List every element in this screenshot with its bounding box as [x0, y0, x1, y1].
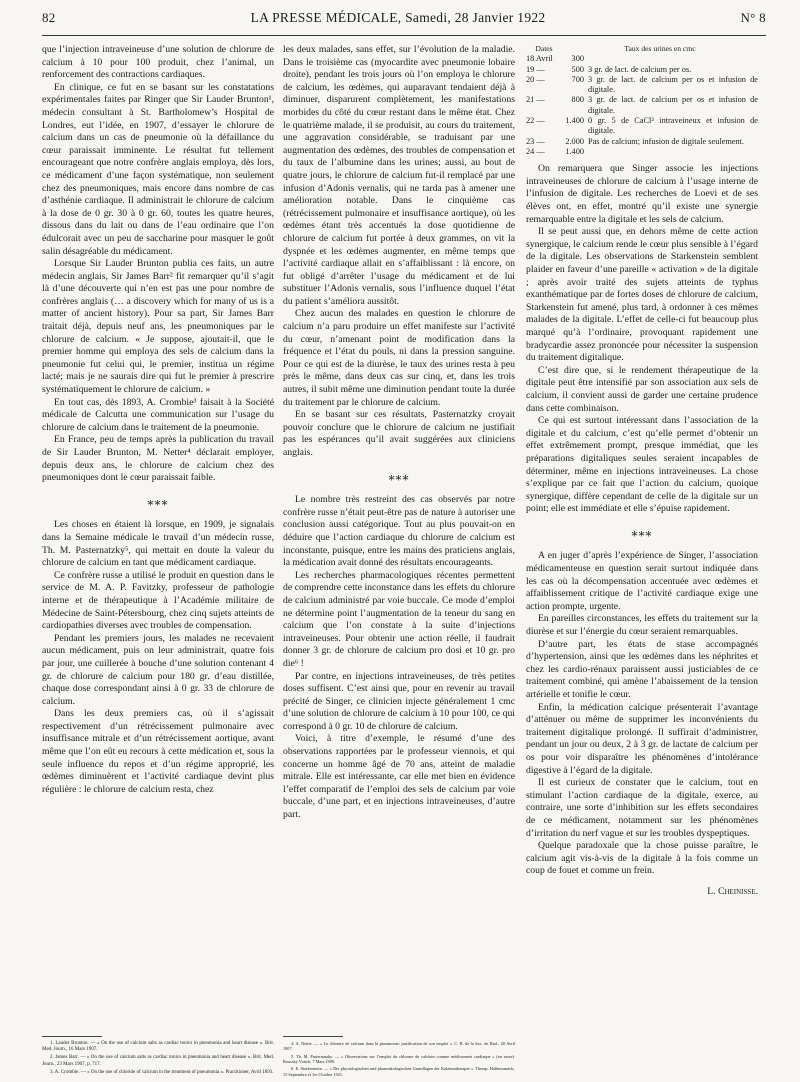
column-left [42, 44, 274, 796]
page-header [42, 10, 766, 32]
section-separator: ⁎⁎⁎ [631, 524, 653, 539]
footnote-rule [283, 1036, 343, 1037]
page-number: 82 [42, 10, 56, 25]
paragraph: Il se peut aussi que, en dehors même de cette action synergique, le calcium rende le cœur plus sensible à l’égard de la digitale. Les observations de Starkenstein semblent plaider en faveur d’une pareille « activation » de la digitale ; après avoir traité des sujets atteints de typhus exanthématique par de fortes doses de chlorure de calcium, Starkenstein fut amené, plus tard, à ordonner à ces mêmes malades de la digitale. L’effet de celle-ci fut beaucoup plus marqué qu’à l’ordinaire, provoquant rapidement une bradycardie assez prononcée pour nécessiter la suspension du traitement digitalique. [526, 226, 758, 364]
paragraph: Voici, à titre d’exemple, le résumé d’une des observations rapportées par le professeur viennois, et qui concerne un homme âgé de 70 ans, atteint de maladie mitrale. Elle est intéressante, car elle met bien en évidence l’effet comparatif de l’emploi des sels de calcium par voie buccale, d’une part, et en injections intraveineuses, d’autre part. [283, 733, 515, 821]
table-row: 24 — 1.400 [526, 146, 584, 156]
paragraph: Enfin, la médication calcique présenterait l’avantage d’atténuer ou même de supprimer les inconvénients du traitement digitalique prolongé. Il suffirait d’administrer, pendant un jour ou deux, 2 à 3 gr. de lactate de calcium per os pour voir disparaître les phénomènes d’intolérance digestive à l’égard de la digitale. [526, 701, 758, 776]
section-separator: ⁎⁎⁎ [388, 468, 410, 483]
issue-number: N° 8 [740, 10, 766, 25]
paragraph: Pendant les premiers jours, les malades ne recevaient aucun médicament, puis on leur administrait, quatre fois par jour, une cuillerée à bouche d’une solution contenant 4 gr. de chlorure de calcium pour 180 gr. d’eau distillée, chaque dose correspondant ainsi à 0 gr. 33 de chlorure de calcium. [42, 632, 274, 707]
table-row: 22 — 1.400 0 gr. 5 de CaCl² intraveineux et infusion de digitale. [526, 116, 758, 136]
footnote: 6. E. Starkenstein. — « Die physiologischen und pharmakologischen Grundlagen der Kalziumtherapie ». Therap. Halbmonatsh., 15 Septembre et 1er Octobre 1921. [283, 1066, 515, 1077]
table-header-urines: Taux des urines en cmc [624, 44, 696, 53]
paragraph: On remarquera que Singer associe les injections intraveineuses de chlorure de calcium à l’usage interne de l’infusion de digitale. Les recherches de Loevi et de ses élèves ont, en effet, montré qu’il existe une synergie remarquable entre la digitale et les sels de calcium. [526, 163, 758, 225]
table-row: 20 — 700 3 gr. de lact. de calcium per os et infusion de digitale. [526, 74, 758, 95]
journal-title: LA PRESSE MÉDICALE, Samedi, 28 Janvier 1922 [250, 10, 546, 25]
paragraph: que l’injection intraveineuse d’une solution de chlorure de calcium à 10 pour 100 produit, chez l’animal, un renforcement des contractions cardiaques. [42, 44, 274, 81]
paragraph: les deux malades, sans effet, sur l’évolution de la maladie. Dans le troisième cas (myocardite avec pneumonie lobaire droite), pendant les trois jours où l’on employa le chlorure de calcium, les œdèmes, qui auparavant tendaient déjà à diminuer, disparurent complètement, les manifestations morbides du côté du cœur restant dans le même état. Chez le quatrième malade, il se produisit, au cours du traitement, une aggravation considérable, se traduisant par une augmentation des œdèmes, des troubles de compensation et du taux de l’albumine dans les urines; aussi, au bout de quatre jours, le chlorure de calcium fut-il remplacé par une infusion d’Adonis vernalis, qui ne tarda pas à amener une amélioration notable. Dans le cinquième cas (rétrécissement pulmonaire et insuffisance aortique), où les œdèmes étant très accentués la dose quotidienne de chlorure de calcium fut portée à deux grammes, on vit la dyspnée et les œdèmes augmenter, en même temps que l’activité cardiaque allait en s’affaiblissant : là encore, on fut obligé d’arrêter l’usage du médicament et de lui substituer l’Adonis vernalis, sous l’influence duquel l’état du patient s’améliora aussitôt. [283, 44, 515, 307]
paragraph: Par contre, en injections intraveineuses, de très petites doses suffisent. C’est ainsi que, pour en revenir au travail précité de Singer, ce clinicien injecte généralement 1 cmc d’une solution de chlorure de calcium à 10 pour 100, ce qui correspond à 0 gr. 10 de chlorure de calcium. [283, 670, 515, 732]
paragraph: Il est curieux de constater que le calcium, tout en stimulant l’action cardiaque de la digitale, exerce, au contraire, une sorte d’inhibition sur les effets secondaires de ce médicament, notamment sur les phénomènes d’irritation du nerf vague et sur les troubles dyspeptiques. [526, 777, 758, 839]
paragraph: A en juger d’après l’expérience de Singer, l’association médicamenteuse en question serait surtout indiquée dans les cas où la décompensation accentuée avec œdèmes et affaiblissement critique de l’activité cardiaque exige une action prompte, urgente. [526, 550, 758, 612]
paragraph: Les choses en étaient là lorsque, en 1909, je signalais dans la Semaine médicale le travail d’un médecin russe, Th. M. Pasternatzky⁵, qui mettait en doute la valeur du chlorure de calcium en tant que médicament cardiaque. [42, 519, 274, 569]
paragraph: En France, peu de temps après la publication du travail de Sir Lauder Brunton, M. Netter⁴ déclarait employer, depuis deux ans, le chlorure de calcium chez des pneumoniques dont le cœur paraissait faible. [42, 434, 274, 484]
footnote: 4. A. Netter. — « Le chlorure de calcium dans la pneumonie; justification de son emploi ». C. R. de la Soc. de Biol., 20 Avril 1907. [283, 1041, 515, 1052]
paragraph: C’est dire que, si le rendement thérapeutique de la digitale peut être intensifié par son association aux sels de calcium, il convient aussi de garder une certaine prudence dans cette combinaison. [526, 364, 758, 414]
footnote: 3. A. Crombie. — « On the use of chloride of calcium in the treatment of pneumonia ». Practitioner, Avril 1893. [50, 1069, 274, 1075]
paragraph: En pareilles circonstances, les effets du traitement sur la diurèse et sur l’énergie du cœur seraient remarquables. [526, 613, 758, 638]
table-row: 23 — 2.000 Pas de calcium; infusion de digitale seulement. [526, 136, 744, 146]
paragraph: Chez aucun des malades en question le chlorure de calcium n’a paru produire un effet manifeste sur l’activité du cœur, n’amenant point de modification dans la fréquence et l’état du pouls, ni dans la pression sanguine. Pour ce qui est de la diurèse, le taux des urines resta à peu près le même, dans deux cas sur cinq, et, dans les trois autres, il subit même une diminution pendant toute la durée du traitement par le chlorure de calcium. [283, 308, 515, 408]
table-row: 21 — 800 3 gr. de lact. de calcium per os et infusion de digitale. [526, 95, 758, 115]
author-signature: L. Cheinisse. [707, 885, 758, 897]
footnote: 5. Th. M. Pasternatzky. — « Observations sur l’emploi du chlorure de calcium comme médicament cardiaque » (en russe). Roussky Vratch, 7 Mars 1909. [283, 1053, 515, 1064]
paragraph: Les recherches pharmacologiques récentes permettent de comprendre cette inconstance dans les effets du chlorure de calcium administré par voie buccale. Ce mode d’emploi ne détermine point l’augmentation de la teneur du sang en calcium que l’on constate à la suite d’injections intraveineuses. Pour obtenir une action réelle, il faudrait donner 3 gr. de chlorure de calcium pro dosi et 10 gr. pro die⁶ ! [283, 569, 515, 669]
paragraph: D’autre part, les états de stase accompagnés d’hypertension, ainsi que les œdèmes dans les néphrites et chez les cardio-rénaux paraissent aussi justiciables de ce traitement combiné, qui amène l’abaissement de la tension artérielle et tonifie le cœur. [526, 638, 758, 701]
footnote: 2. James Barr. — « On the use of calcium salts as cardiac tonics in pneumonia and heart disease ». Brit. Med. Journ., 23 Mars 1907, p. 717. [42, 1055, 274, 1067]
footnote: 1. Lauder Brunton. — « On the use of calcium salts as cardiac tonics in pneumonia and heart disease ». Brit. Med. Journ., 16 Mars 1907. [42, 1041, 274, 1053]
paragraph: Dans les deux premiers cas, où il s’agissait respectivement d’un rétrécissement pulmonaire avec insuffisance mitrale et d’un rétrécissement aortique, avant même que l’on eût eu recours à cette médication et, sous la seule influence du repos et d’un régime approprié, les œdèmes diminuèrent et l’activité cardiaque devint plus régulière : le chlorure de calcium resta, chez [42, 708, 274, 795]
urine-table [526, 44, 758, 157]
section-separator: ⁎⁎⁎ [147, 493, 169, 508]
footnotes-middle [283, 1041, 515, 1079]
paragraph: Ce qui est surtout intéressant dans l’association de la digitale et du calcium, c’est qu’elle permet d’obtenir un effet extrêmement prompt, presque immédiat, que les préparations digitaliques seules seraient incapables de déterminer, même en injections intraveineuses. La chose s’explique par ce fait que l’action du calcium, quoique synergique, diffère cependant de celle de la digitale sur un point; elle est immédiate et elle s’épuise rapidement. [526, 415, 758, 515]
table-header-dates: Dates [535, 44, 553, 53]
paragraph: Le nombre très restreint des cas observés par notre confrère russe n’était peut-être pas de nature à autoriser une conclusion aussi catégorique. Tout au plus pouvait-on en déduire que l’action cardiaque du chlorure de calcium est inconstante, puisque, entre les mains des praticiens anglais, la médication avait donné des résultats encourageants. [283, 494, 515, 569]
paragraph: Ce confrère russe a utilisé le produit en question dans le service de M. A. P. Favitzky, professeur de pathologie interne et de thérapeutique à l’Académie militaire de Médecine de Saint-Pétersbourg, chez cinq sujets atteints de cardiopathies diverses avec troubles de compensation. [42, 569, 274, 632]
paragraph: En clinique, ce fut en se basant sur les constatations expérimentales faites par Ringer que Sir Lauder Brunton¹, médecin consultant à St. Bartholomew’s Hospital de Londres, eut l’idée, en 1907, d’essayer le chlorure de calcium dans un cas de pneumonie où la défaillance du cœur paraissait imminente. Le résultat fut tellement encourageant que notre confrère anglais employa, dès lors, ce médicament d’une façon systématique, non seulement chez des pneumoniques, mais encore dans nombre de cas d’asthénie cardiaque. Il administrait le chlorure de calcium à la dose de 0 gr. 30 à 0 gr. 60, toutes les quatre heures, dissous dans du lait ou dans de l’eau ordinaire que l’on édulcorait avec un peu de saccharine pour masquer le goût salin désagréable du médicament. [42, 81, 274, 257]
paragraph: En se basant sur ces résultats, Pasternatzky croyait pouvoir conclure que le chlorure de calcium ne justifiait pas les espérances qu’il avait suggérées aux cliniciens anglais. [283, 409, 515, 458]
paragraph: Quelque paradoxale que la chose puisse paraître, le calcium agit vis-à-vis de la digitale à la fois comme un coup de fouet et comme un frein. [526, 840, 758, 877]
table-row: 19 — 500 3 gr. de lact. de calcium per os. [526, 64, 692, 74]
column-middle [283, 44, 515, 822]
paragraph: En tout cas, dès 1893, A. Crombie³ faisait à la Société médicale de Calcutta une communication sur l’usage du chlorure de calcium dans le traitement de la pneumonie. [42, 396, 274, 433]
footnotes-left [42, 1041, 274, 1078]
table-row: 18 Avril 300 [526, 54, 584, 64]
paragraph: Lorsque Sir Lauder Brunton publia ces faits, un autre médecin anglais, Sir James Barr² fit remarquer qu’il s’agit là d’une découverte qui n’en est pas une pour nombre de confrères anglais (… a discovery which for many of us is a matter of ancient history). Pour sa part, Sir James Barr traitait déjà, depuis neuf ans, les pneumoniques par le chlorure de calcium. « Je suppose, ajoutait-il, que le premier homme qui employa des sels de calcium dans la pneumonie fut celui qui, le premier, institua un régime lacté; mais je ne saurais dire qui fut le premier à prescrire systématiquement le chlorure de calcium. » [42, 258, 274, 396]
header-rule [42, 35, 766, 36]
column-right [526, 44, 758, 899]
footnote-rule [42, 1036, 102, 1037]
